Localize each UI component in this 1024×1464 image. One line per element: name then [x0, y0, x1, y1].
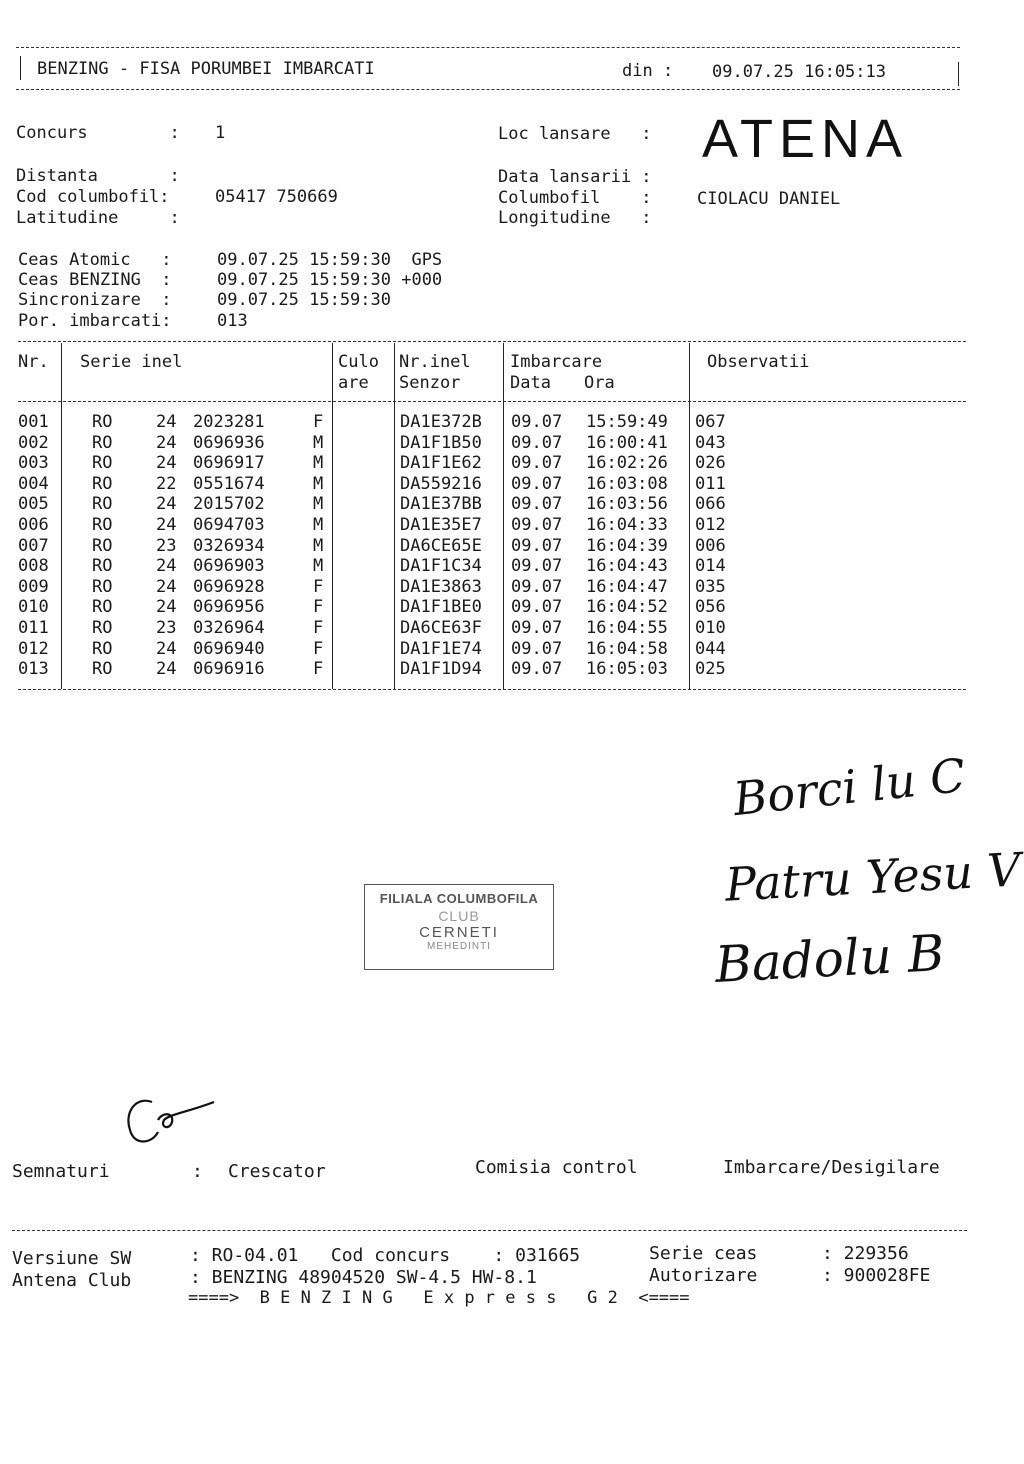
cell-inel: 0326934: [193, 535, 265, 556]
cell-senzor: DA1F1E62: [400, 453, 482, 474]
cell-data: 09.07: [511, 494, 563, 515]
semnaturi-colon: :: [192, 1161, 203, 1182]
header-bottom-border: [16, 89, 960, 90]
cell-observatii: 010: [695, 618, 726, 638]
cell-data: 09.07: [511, 597, 563, 618]
cell-sex: M: [313, 473, 324, 494]
sincronizare-label: Sincronizare :: [18, 290, 172, 310]
cell-ora: 16:04:52: [586, 597, 668, 618]
loc-lansare-handwritten: ATENA: [702, 109, 909, 169]
ceas-atomic-value: 09.07.25 15:59:30 GPS: [217, 250, 443, 270]
cell-inel: 2015702: [193, 494, 265, 515]
club-stamp: [364, 884, 554, 970]
cell-observatii: 025: [695, 659, 726, 680]
document-title: BENZING - FISA PORUMBEI IMBARCATI: [37, 59, 375, 79]
cell-sex: F: [313, 618, 324, 638]
cell-nr: 009: [18, 576, 49, 597]
cell-senzor: DA559216: [400, 473, 482, 494]
cell-nr: 002: [18, 432, 49, 453]
cell-an: 24: [156, 556, 177, 577]
cell-inel: 0694703: [193, 515, 265, 535]
cell-observatii: 026: [695, 453, 726, 474]
cell-sex: M: [313, 556, 324, 577]
cell-sex: F: [313, 412, 324, 432]
porumbei-imbarcati-label: Por. imbarcati:: [18, 311, 172, 331]
cell-senzor: DA1E35E7: [400, 515, 482, 535]
versiune-sw-label: Versiune SW: [12, 1248, 132, 1269]
table-row: [0, 494, 970, 514]
cell-data: 09.07: [511, 515, 563, 535]
cell-sex: M: [313, 535, 324, 556]
cell-observatii: 043: [695, 432, 726, 453]
cell-senzor: DA1F1C34: [400, 556, 482, 577]
cell-ora: 16:04:39: [586, 535, 668, 556]
cell-senzor: DA6CE65E: [400, 535, 482, 556]
ceas-benzing-label: Ceas BENZING :: [18, 270, 172, 290]
cell-an: 24: [156, 453, 177, 474]
table-row: [0, 639, 970, 659]
cell-ora: 16:04:47: [586, 576, 668, 597]
columbofil-value: CIOLACU DANIEL: [697, 189, 841, 209]
data-lansarii-label: Data lansarii :: [498, 167, 652, 187]
autorizare-label: Autorizare: [649, 1265, 758, 1286]
antena-club-value: : BENZING 48904520 SW-4.5 HW-8.1: [190, 1267, 537, 1288]
cell-sex: F: [313, 576, 324, 597]
cell-ora: 16:02:26: [586, 453, 668, 474]
footer-separator: [12, 1230, 967, 1231]
cell-an: 24: [156, 432, 177, 453]
concurs-value: 1: [215, 123, 226, 143]
serie-ceas-label: Serie ceas: [649, 1243, 758, 1264]
cell-sex: M: [313, 515, 324, 535]
cell-tara: RO: [92, 556, 113, 577]
cell-inel: 0696928: [193, 576, 265, 597]
cell-senzor: DA1E37BB: [400, 494, 482, 515]
col-header-ora: Ora: [584, 373, 615, 393]
cell-tara: RO: [92, 638, 113, 659]
header-left-border: [20, 56, 21, 80]
table-row: [0, 597, 970, 617]
cell-sex: M: [313, 453, 324, 474]
col-header-nr: Nr.: [18, 352, 49, 372]
handwritten-note-2: Patru Yesu V: [723, 842, 1022, 912]
table-row: [0, 577, 970, 597]
table-row: [0, 536, 970, 556]
cell-sex: M: [313, 494, 324, 515]
cell-data: 09.07: [511, 453, 563, 474]
cell-nr: 001: [18, 412, 49, 432]
cell-data: 09.07: [511, 412, 563, 432]
cell-ora: 16:03:08: [586, 473, 668, 494]
cell-data: 09.07: [511, 535, 563, 556]
cell-ora: 16:00:41: [586, 432, 668, 453]
cell-nr: 003: [18, 453, 49, 474]
cell-nr: 011: [18, 618, 49, 638]
cell-observatii: 044: [695, 638, 726, 659]
cell-an: 24: [156, 638, 177, 659]
cell-senzor: DA1F1E74: [400, 638, 482, 659]
cell-tara: RO: [92, 412, 113, 432]
stamp-line-3: CERNETI: [419, 924, 499, 941]
cell-nr: 006: [18, 515, 49, 535]
col-header-serie-inel: Serie inel: [80, 352, 183, 372]
col-header-observatii: Observatii: [707, 352, 810, 372]
cell-observatii: 056: [695, 597, 726, 618]
handwritten-note-3: Badolu B: [713, 924, 946, 994]
cell-sex: F: [313, 597, 324, 618]
cell-senzor: DA1F1BE0: [400, 597, 482, 618]
cell-sex: M: [313, 432, 324, 453]
cell-observatii: 014: [695, 556, 726, 577]
cell-tara: RO: [92, 576, 113, 597]
din-value: 09.07.25 16:05:13: [712, 62, 886, 82]
col-header-imbarcare: Imbarcare: [510, 352, 603, 372]
cell-tara: RO: [92, 535, 113, 556]
porumbei-imbarcati-value: 013: [217, 311, 248, 331]
table-row: [0, 453, 970, 473]
handwritten-note-1: Borci lu C: [730, 747, 968, 827]
cell-observatii: 035: [695, 576, 726, 597]
table-row: [0, 412, 970, 432]
cell-tara: RO: [92, 494, 113, 515]
ceas-benzing-value: 09.07.25 15:59:30 +000: [217, 270, 443, 290]
cell-nr: 013: [18, 659, 49, 680]
cell-observatii: 011: [695, 473, 726, 494]
cell-senzor: DA1E3863: [400, 576, 482, 597]
cell-data: 09.07: [511, 576, 563, 597]
cell-sex: F: [313, 638, 324, 659]
cell-data: 09.07: [511, 618, 563, 638]
header-right-border: [958, 62, 959, 86]
cod-columbofil-value: 05417 750669: [215, 187, 338, 207]
distanta-label: Distanta :: [16, 166, 180, 186]
din-label: din :: [622, 61, 674, 81]
cell-sex: F: [313, 659, 324, 680]
cell-data: 09.07: [511, 473, 563, 494]
table-row: [0, 556, 970, 576]
cell-data: 09.07: [511, 638, 563, 659]
col-header-senzor: Senzor: [399, 373, 461, 393]
cell-ora: 16:04:58: [586, 638, 668, 659]
cell-nr: 010: [18, 597, 49, 618]
cell-observatii: 006: [695, 535, 726, 556]
cell-senzor: DA1F1D94: [400, 659, 482, 680]
cell-data: 09.07: [511, 556, 563, 577]
loc-lansare-label: Loc lansare :: [498, 124, 652, 144]
sincronizare-value: 09.07.25 15:59:30: [217, 290, 391, 310]
cell-ora: 16:04:43: [586, 556, 668, 577]
autorizare-value: : 900028FE: [822, 1265, 931, 1286]
cell-an: 24: [156, 412, 177, 432]
table-row: [0, 474, 970, 494]
cell-inel: 0696936: [193, 432, 265, 453]
longitudine-label: Longitudine :: [498, 208, 652, 228]
table-header-separator: [18, 401, 966, 402]
cell-ora: 16:04:55: [586, 618, 668, 638]
concurs-label: Concurs :: [16, 123, 180, 143]
cell-inel: 0551674: [193, 473, 265, 494]
cell-nr: 012: [18, 638, 49, 659]
stamp-line-1: FILIALA COLUMBOFILA: [379, 891, 539, 906]
cell-tara: RO: [92, 473, 113, 494]
table-top-border: [18, 341, 966, 342]
cell-an: 24: [156, 576, 177, 597]
cell-nr: 007: [18, 535, 49, 556]
cell-an: 24: [156, 494, 177, 515]
cell-senzor: DA6CE63F: [400, 618, 482, 638]
cell-tara: RO: [92, 659, 113, 680]
cell-senzor: DA1F1B50: [400, 432, 482, 453]
cell-observatii: 067: [695, 412, 726, 432]
cell-ora: 16:04:33: [586, 515, 668, 535]
serie-ceas-value: : 229356: [822, 1243, 909, 1264]
cell-an: 23: [156, 618, 177, 638]
col-header-data: Data: [510, 373, 551, 393]
cell-inel: 0696917: [193, 453, 265, 474]
cell-nr: 008: [18, 556, 49, 577]
crescator-signature-icon: [118, 1090, 228, 1160]
cell-ora: 16:05:03: [586, 659, 668, 680]
latitudine-label: Latitudine :: [16, 208, 180, 228]
benzing-express-banner: ====> B E N Z I N G E x p r e s s G 2 <====: [188, 1288, 690, 1308]
cell-tara: RO: [92, 597, 113, 618]
cell-data: 09.07: [511, 659, 563, 680]
cell-an: 24: [156, 659, 177, 680]
antena-club-label: Antena Club: [12, 1270, 132, 1291]
cell-ora: 16:03:56: [586, 494, 668, 515]
cell-nr: 005: [18, 494, 49, 515]
columbofil-label: Columbofil :: [498, 188, 652, 208]
cell-inel: 0696956: [193, 597, 265, 618]
cell-tara: RO: [92, 515, 113, 535]
cell-inel: 0696940: [193, 638, 265, 659]
versiune-sw-value: : RO-04.01 Cod concurs : 031665: [190, 1245, 581, 1266]
cell-tara: RO: [92, 432, 113, 453]
cell-inel: 0696903: [193, 556, 265, 577]
cell-an: 23: [156, 535, 177, 556]
header-top-border: [16, 47, 960, 48]
cell-inel: 0326964: [193, 618, 265, 638]
comisia-control-label: Comisia control: [475, 1157, 638, 1178]
cell-an: 24: [156, 597, 177, 618]
table-bottom-border: [18, 689, 966, 690]
col-header-culoare-2: are: [338, 373, 369, 393]
stamp-line-4: MEHEDINTI: [427, 941, 491, 952]
cell-tara: RO: [92, 618, 113, 638]
cell-an: 24: [156, 515, 177, 535]
cell-observatii: 066: [695, 494, 726, 515]
table-row: [0, 515, 970, 535]
cell-tara: RO: [92, 453, 113, 474]
ceas-atomic-label: Ceas Atomic :: [18, 250, 172, 270]
cell-nr: 004: [18, 473, 49, 494]
col-header-nr-inel: Nr.inel: [399, 352, 471, 372]
cell-inel: 2023281: [193, 412, 265, 432]
table-row: [0, 618, 970, 638]
cod-columbofil-label: Cod columbofil:: [16, 187, 170, 207]
semnaturi-label: Semnaturi: [12, 1161, 110, 1182]
cell-observatii: 012: [695, 515, 726, 535]
table-row: [0, 659, 970, 679]
crescator-label: Crescator: [228, 1161, 326, 1182]
cell-senzor: DA1E372B: [400, 412, 482, 432]
col-header-culoare-1: Culo: [338, 352, 379, 372]
imbarcare-desigilare-label: Imbarcare/Desigilare: [723, 1157, 940, 1178]
cell-inel: 0696916: [193, 659, 265, 680]
cell-ora: 15:59:49: [586, 412, 668, 432]
cell-data: 09.07: [511, 432, 563, 453]
stamp-line-2: CLUB: [438, 908, 480, 924]
cell-an: 22: [156, 473, 177, 494]
table-row: [0, 433, 970, 453]
